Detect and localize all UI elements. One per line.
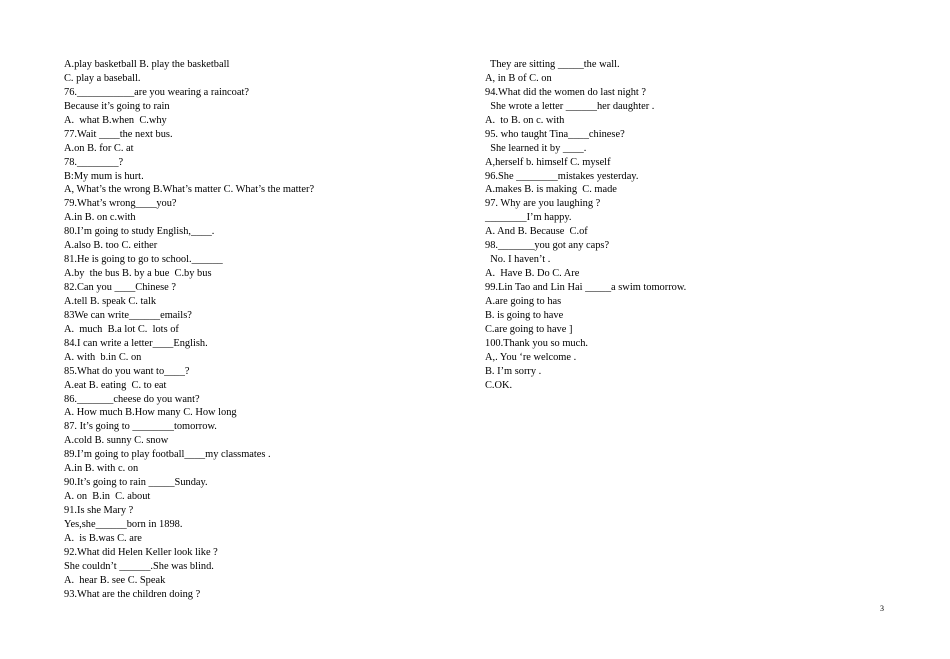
text-line: 100.Thank you so much. [485,337,589,349]
text-line: She learned it by ____. [485,142,587,154]
text-line: Yes,she______born in 1898. [64,518,183,530]
text-line: A. Have B. Do C. Are [485,268,580,280]
text-line: 82.Can you ____Chinese ? [64,282,176,293]
text-line: A. much B.a lot C. lots of [64,323,179,335]
text-line: A.tell B. speak C. talk [64,295,157,307]
text-line: 78.________? [64,156,124,168]
text-line: A. And B. Because C.of [485,226,588,238]
text-line: A. with b.in C. on [64,351,142,363]
text-line: A. is B.was C. are [64,532,142,544]
text-line: B:My mum is hurt. [64,170,144,182]
page-number: 3 [880,604,884,613]
text-line: Because it’s going to rain [64,100,170,112]
text-line: She couldn’t ______.She was blind. [64,560,214,572]
text-line: C. play a baseball. [64,72,141,84]
text-line: 97. Why are you laughing ? [485,198,601,210]
text-line: B. is going to have [485,309,564,321]
text-line: 77.Wait ____the next bus. [64,128,173,140]
text-line: 96.She ________mistakes yesterday. [485,170,639,182]
text-line: A, in B of C. on [485,72,552,84]
text-line: A,. You ‘re welcome . [485,351,577,363]
text-line: C.are going to have ] [485,323,573,335]
text-line: A. hear B. see C. Speak [64,574,166,586]
text-line: A.makes B. is making C. made [485,184,617,196]
text-line: A. on B.in C. about [64,491,151,503]
text-line: A.on B. for C. at [64,142,134,154]
text-line: A.cold B. sunny C. snow [64,435,169,447]
text-line: 85.What do you want to____? [64,365,190,377]
text-line: 87. It’s going to ________tomorrow. [64,421,217,433]
text-line: 92.What did Helen Keller look like ? [64,546,218,558]
text-line: 93.What are the children doing ? [64,588,201,600]
text-line: 86._______cheese do you want? [64,393,200,405]
text-line: 79.What’s wrong____you? [64,198,177,210]
text-line: A, What’s the wrong B.What’s matter C. What’s the matter? [64,184,315,196]
text-line: 98._______you got any caps? [485,240,610,252]
text-line: A. How much B.How many C. How long [64,407,237,419]
text-line: A.in B. on c.with [64,212,136,224]
text-line: A.also B. too C. either [64,240,158,252]
text-line: 99.Lin Tao and Lin Hai _____a swim tomorrow. [485,282,687,293]
text-line: A,herself b. himself C. myself [485,156,611,168]
text-line: They are sitting _____the wall. [485,59,620,70]
text-line: She wrote a letter ______her daughter . [485,100,655,112]
text-line: ________I’m happy. [485,212,572,224]
right-question-column [485,58,865,393]
text-line: 90.It’s going to rain _____Sunday. [64,477,208,489]
text-line: 84.I can write a letter____English. [64,337,208,349]
text-line: 94.What did the women do last night ? [485,86,647,98]
text-line: A.play basketball B. play the basketball [64,59,230,70]
text-line: 91.Is she Mary ? [64,505,134,516]
text-line: A. to B. on c. with [485,114,565,126]
text-line: A.are going to has [485,295,562,307]
text-line: 80.I’m going to study English,____. [64,226,215,238]
text-line: C.OK. [485,379,513,391]
text-line: No. I haven’t . [485,254,551,266]
text-line: 89.I’m going to play football____my classmates . [64,449,271,461]
text-line: B. I’m sorry . [485,365,542,377]
text-line: A.in B. with c. on [64,463,139,475]
text-line: 76.___________are you wearing a raincoat? [64,86,249,98]
left-question-column [64,58,444,602]
text-line: 83We can write______emails? [64,309,192,321]
text-line: 81.He is going to go to school.______ [64,254,223,266]
text-line: A.eat B. eating C. to eat [64,379,167,391]
text-line: A. what B.when C.why [64,114,167,126]
text-line: A.by the bus B. by a bue C.by bus [64,268,212,280]
text-line: 95. who taught Tina____chinese? [485,128,625,140]
